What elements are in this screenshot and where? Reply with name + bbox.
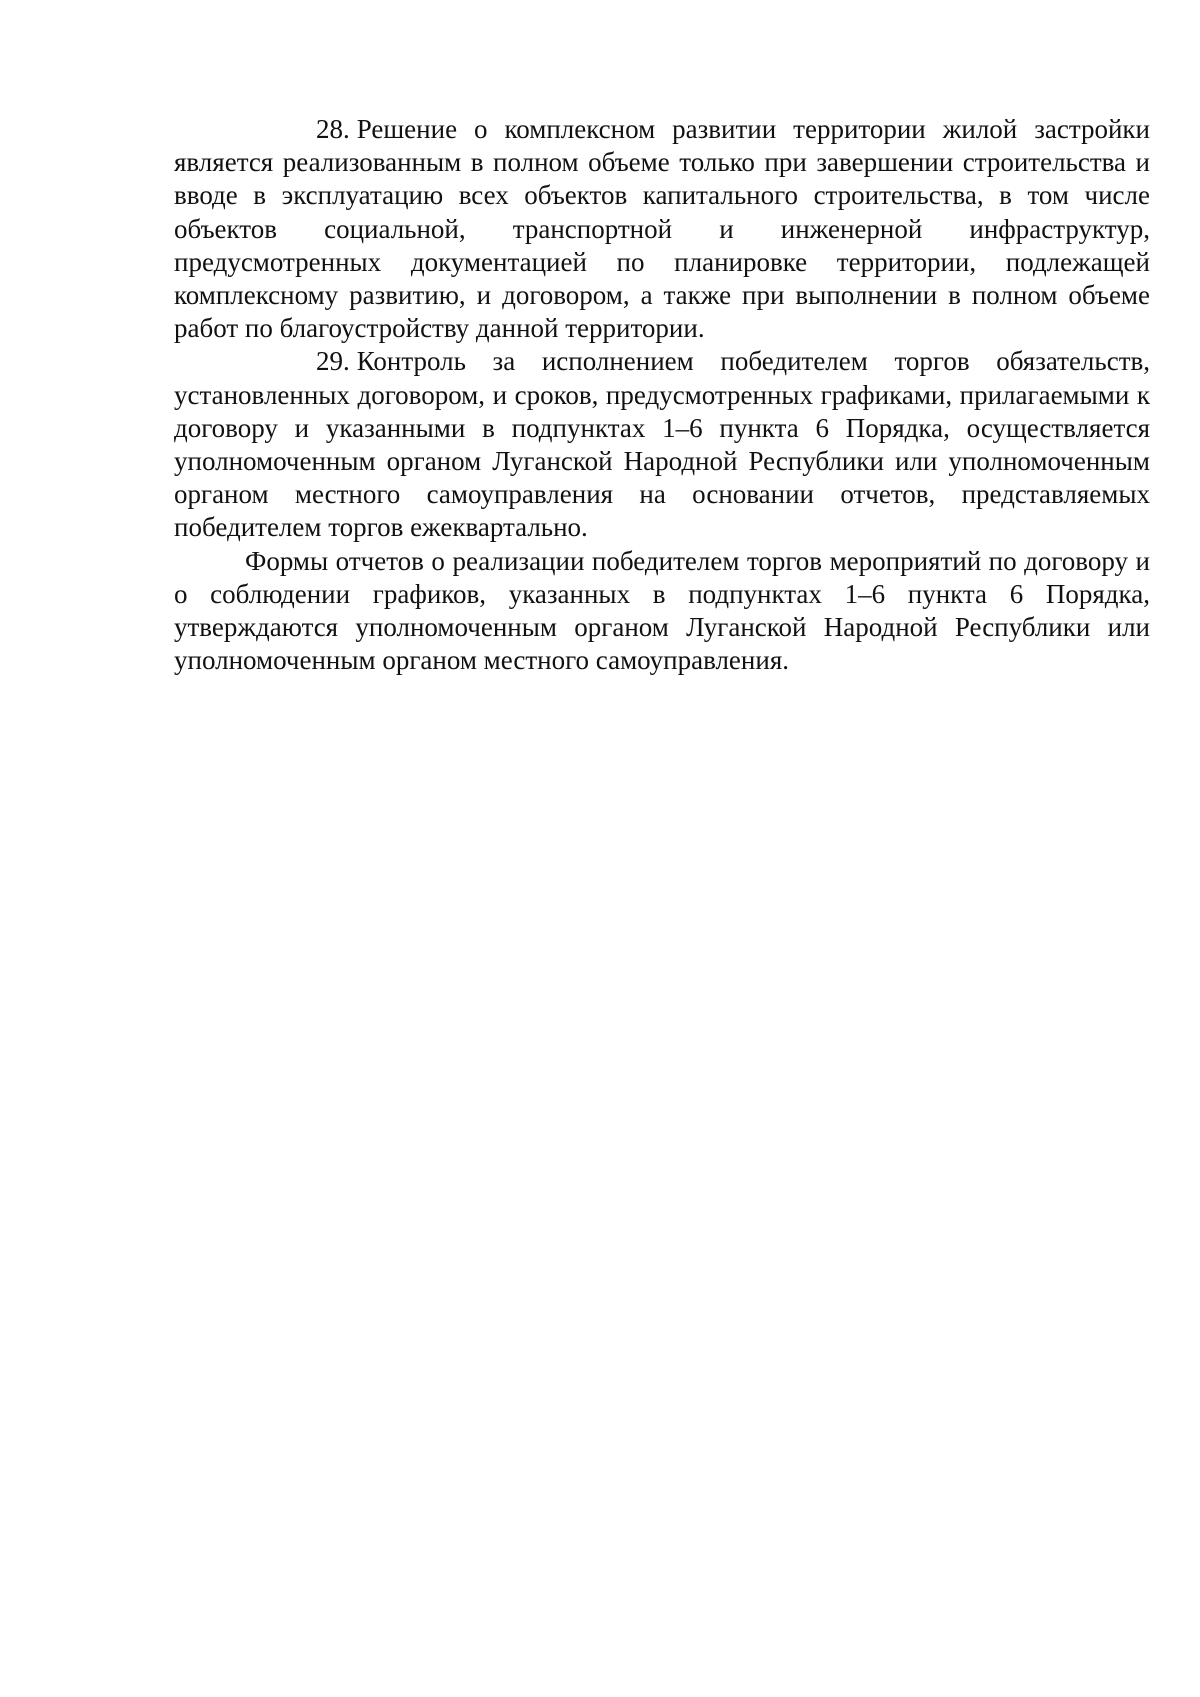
paragraph-number: 29.	[316, 346, 350, 377]
paragraph-report-forms	[174, 545, 1150, 678]
document-body	[174, 113, 1150, 677]
paragraph-number: 28.	[316, 114, 350, 144]
paragraph-28	[174, 113, 1150, 345]
paragraph-text: Контроль за исполнением победителем торгов обязательств, установленных договором, и сроков, предусмотренных графиками, прилагаемыми к договору и указанными в подпунктах 1–6 пункта 6 Порядка, осуществляется уполномоченным органом Луганской Народной Республики или уполномоченным органом местного самоуправления на основании отчетов, представляемых победителем торгов ежеквартально.	[174, 346, 1150, 543]
paragraph-text: Решение о комплексном развитии территории жилой застройки является реализованным в полном объеме только при завершении строительства и вводе в эксплуатацию всех объектов капитального строительства, в том числе объектов социальной, транспортной и инженерной инфраструктур, предусмотренных документацией по планировке территории, подлежащей комплексному развитию, и договором, а также при выполнении в полном объеме работ по благоустройству данной территории.	[174, 114, 1150, 344]
paragraph-29	[174, 345, 1150, 544]
paragraph-text: Формы отчетов о реализации победителем торгов мероприятий по договору и о соблюдении графиков, указанных в подпунктах 1–6 пункта 6 Порядка, утверждаются уполномоченным органом Луганской Народной Республики или уполномоченным органом местного самоуправления.	[174, 545, 1150, 676]
